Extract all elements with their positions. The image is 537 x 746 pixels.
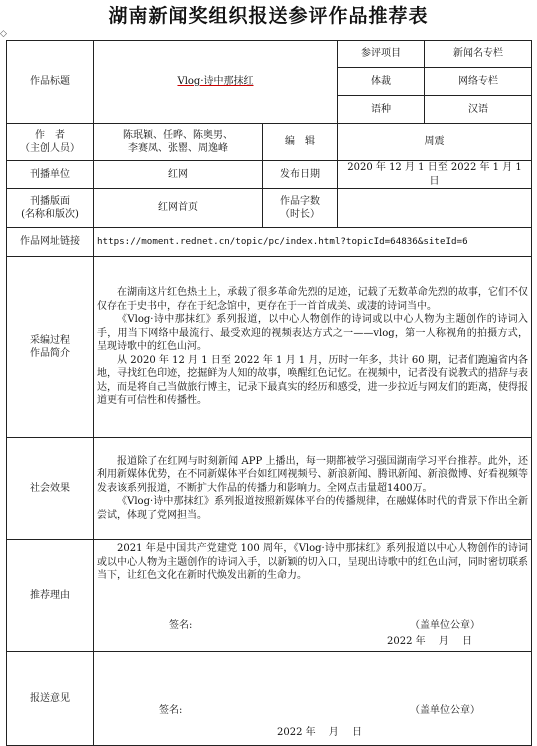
anchor-icon[interactable]: ◇ [0,29,7,39]
editor-label: 编 辑 [263,124,338,161]
reason-stamp-label: （盖单位公章） [410,619,481,631]
word-count-label-main: 作品字数 [280,195,320,207]
language-label: 语种 [338,96,425,124]
publisher-label: 刊播单位 [7,161,94,189]
opinion-content [94,652,532,746]
genre-value: 网络专栏 [425,68,532,96]
layout-label-sub: (名称和版次) [21,209,79,220]
process-paragraph-2: 《Vlog·诗中那抹红》系列报道，以中心人物创作的诗词或以中心人物为主题创作的诗词入手，用当下网络中最流行、最受欢迎的视频表达方式之一——vlog，第一人称视角的拍摄方式，呈现诗歌中的红色山河。 [97,314,529,353]
process-label: 采编过程 作品简介 [7,257,94,438]
layout-label-main: 刊播版面 [30,195,70,207]
authors-line-2: 李赛凤、张罂、周逸峰 [128,143,228,154]
recommendation-form [6,40,532,746]
authors-line-1: 陈珉颖、任晔、陈奥男、 [123,129,233,141]
language-value: 汉语 [425,96,532,124]
opinion-stamp-label: （盖单位公章） [410,705,481,716]
word-count-value [338,189,532,228]
reason-date: 2022 年 月 日 [387,636,473,648]
page-title: 湖南新闻奖组织报送参评作品推荐表 [108,5,429,27]
opinion-date: 2022 年 月 日 [277,726,362,738]
reason-content [94,540,532,652]
process-paragraph-3: 从 2020 年 12 月 1 日至 2022 年 1 月 1 月，历时一年多，共计 60 期，记者们跑遍省内各地，寻找红色印迹，挖掘鲜为人知的故事，唤醒红色记忆。在视频中，记者没有说教式的措辞与表达，而是将自己当做旅行博主，记录下最真实的经历和感受，进一步拉近与网友们的距离，使得报道更有可信性和传播性。 [97,354,529,407]
process-paragraph-1: 在湖南这片红色热土上，承载了很多革命先烈的足迹，记载了无数革命先烈的故事，它们不仅仅存在于史书中，存在于纪念馆中，更存在于一首首成美、或凄的诗词当中。 [97,287,529,312]
opinion-sign-label: 签名: [159,705,183,716]
word-count-label [263,189,338,228]
word-count-label-sub: （时长） [280,209,320,220]
author-label [7,124,94,161]
layout-value: 红网首页 [94,189,263,228]
work-title-label: 作品标题 [7,41,94,124]
effect-paragraph-1: 报道除了在红网与时刻新闻 APP 上播出，每一期都被学习强国湖南学习平台推荐。此外，还利用新媒体优势，在不同新媒体平台如红网视频号、新浪新闻、腾讯新闻、新浪微博、好看视频等发表该系列报道，不断扩大作品的传播力和影响力。全网点击量超1400万。 [97,455,529,494]
url-label: 作品网址链接 [7,228,94,257]
reason-sign-label: 签名: [169,619,193,631]
editor-value: 周震 [338,124,532,161]
category-project-value: 新闻名专栏 [425,41,532,68]
category-project-label: 参评项目 [338,41,425,68]
publish-date-label: 发布日期 [263,161,338,189]
effect-content [94,438,532,540]
author-label-sub: （主创人员） [20,143,80,154]
work-url-link[interactable]: https://moment.rednet.cn/topic/pc/index.html?topicId=64836&siteId=6 [97,236,468,248]
process-content [94,257,532,438]
reason-label: 推荐理由 [7,540,94,652]
work-title-value [94,41,338,124]
effect-label: 社会效果 [7,438,94,540]
effect-paragraph-2: 《Vlog·诗中那抹红》系列报道按照新媒体平台的传播规律，在融媒体时代的背景下作出全新尝试，体现了党网担当。 [97,496,529,521]
author-value [94,124,263,161]
genre-label: 体裁 [338,68,425,96]
opinion-label: 报送意见 [7,652,94,746]
url-cell [94,228,532,257]
work-title-text: Vlog·诗中那抹红 [177,76,254,88]
layout-label [7,189,94,228]
reason-paragraph: 2021 年是中国共产党建党 100 周年，《Vlog·诗中那抹红》系列报道以中心人物创作的诗词或以中心人物为主题创作的诗词入手，以新颖的切入口，呈现出诗歌中的红色山河，同时密切联系当下，让红色文化在新时代焕发出新的生命力。 [97,543,529,582]
author-label-main: 作 者 [35,129,65,141]
publish-date-value: 2020 年 12 月 1 日至 2022 年 1 月 1 日 [338,161,532,189]
publisher-value: 红网 [94,161,263,189]
